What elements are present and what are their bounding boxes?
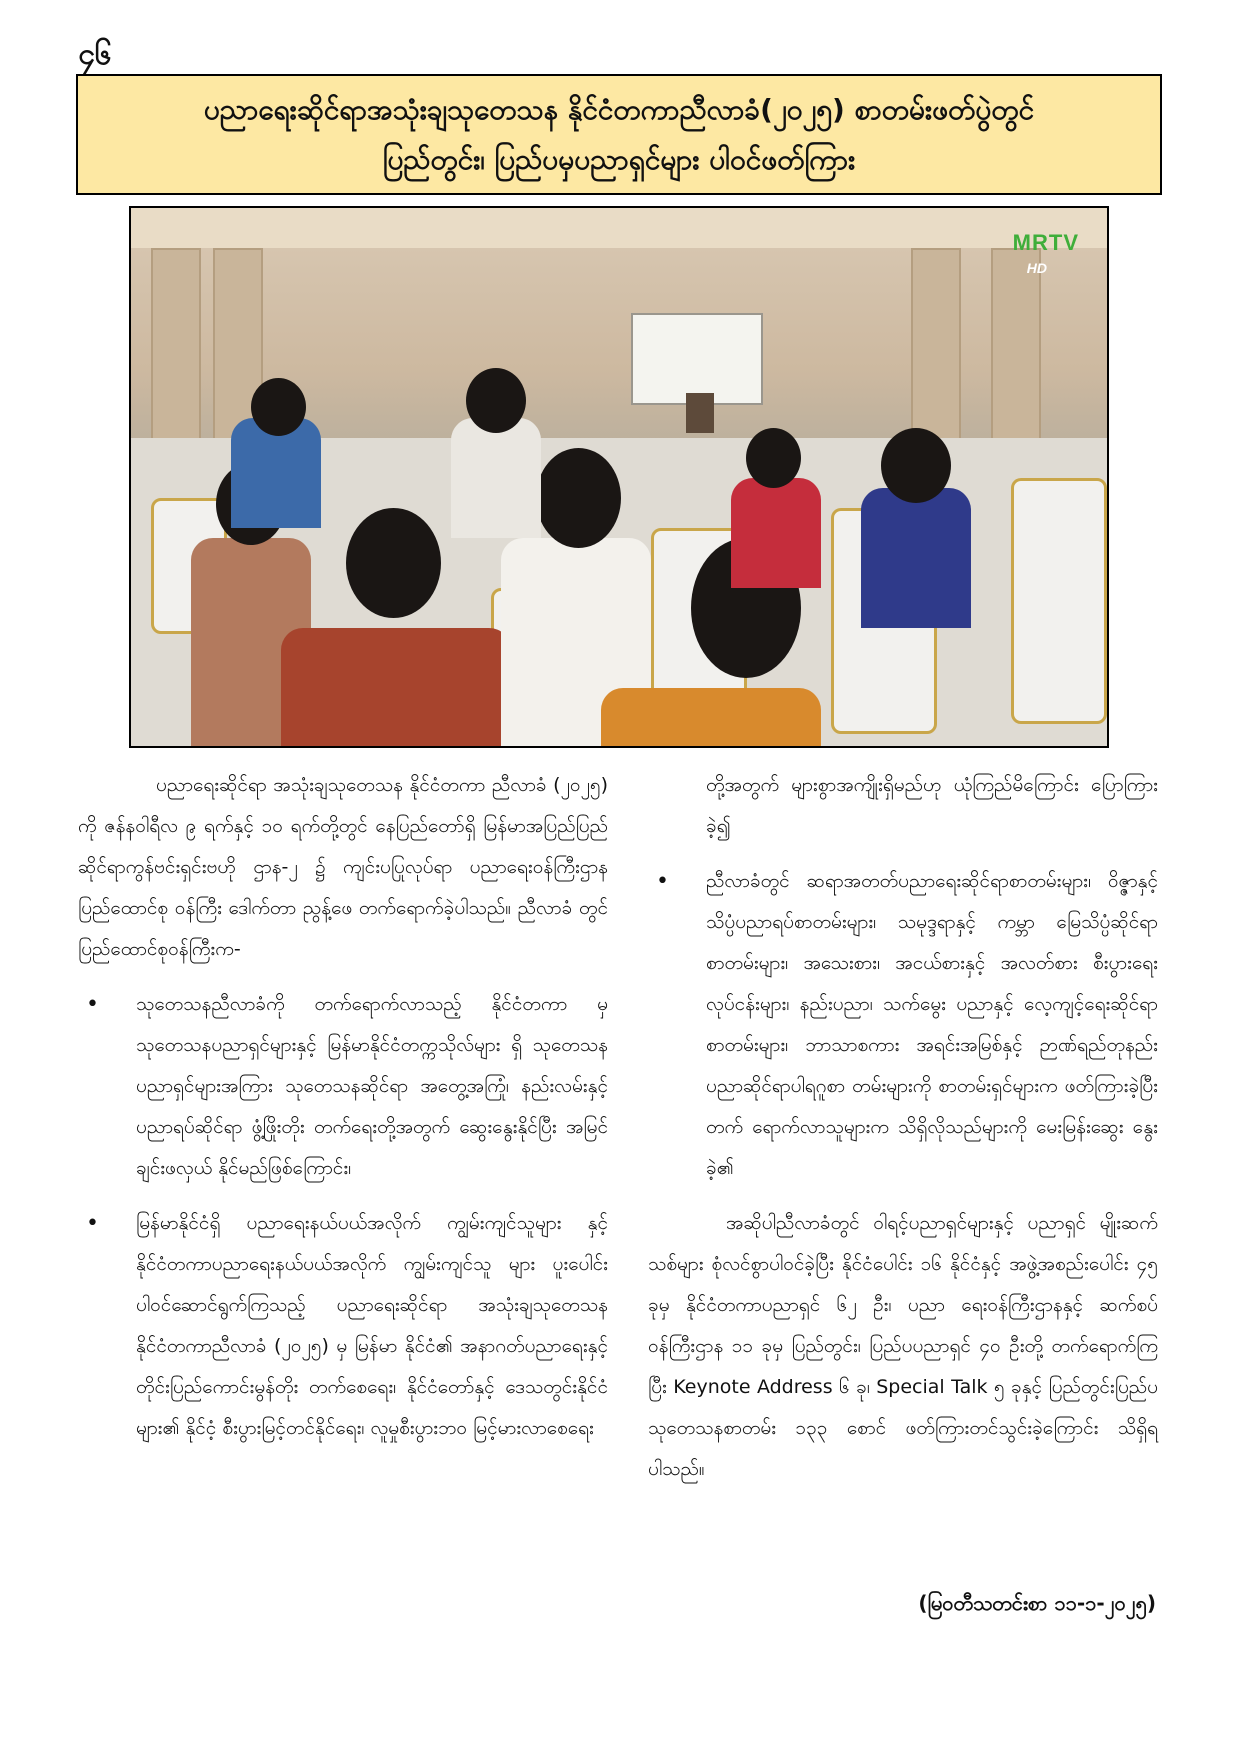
broadcaster-logo: MRTV: [1012, 230, 1079, 255]
photo-wall-panel: [151, 248, 201, 452]
photo-wall-panel: [911, 248, 961, 452]
podium: [686, 393, 714, 433]
photo-attendee-head: [251, 378, 306, 436]
photo-attendee: [601, 688, 821, 748]
photo-attendee: [451, 418, 541, 538]
broadcaster-logo-hd: HD: [1026, 260, 1047, 276]
headline-line-1: ပညာရေးဆိုင်ရာအသုံးချသုတေသန နိုင်ငံတကာညီလာခံ(၂၀၂၅) စာတမ်းဖတ်ပွဲတွင်: [203, 92, 1035, 126]
photo-attendee: [731, 478, 821, 588]
bullet-item-2-continued: တို့အတွက် များစွာအကျိုးရှိမည်ဟု ယုံကြည်မိကြောင်း ပြောကြားခဲ့၍: [706, 774, 1158, 837]
photo-chair: [1011, 478, 1107, 724]
left-column: [78, 765, 608, 1463]
photo-attendee-head: [881, 428, 951, 503]
bullet-item-2: • မြန်မာနိုင်ငံရှိ ပညာရေးနယ်ပယ်အလိုက် ကျွမ်းကျင်သူများ နှင့် နိုင်ငံတကာပညာရေးနယ်ပယ်အလိုက် ကျွမ်းကျင်သူ များ ပူးပေါင်းပါဝင်ဆောင်ရွက်ကြသည့် ပညာရေးဆိုင်ရာ အသုံးချသုတေသနနိုင်ငံတကာညီလာခံ (၂၀၂၅) မှ မြန်မာ နိုင်ငံ၏ အနာဂတ်ပညာရေးနှင့် တိုင်းပြည်ကောင်းမွန်တိုး တက်စေရေး၊ နိုင်ငံတော်နှင့် ဒေသတွင်းနိုင်ငံများ၏ နိုင်ငံ့ စီးပွားမြင့်တင်နိုင်ရေး၊ လူမှုစီးပွားဘဝ မြင့်မားလာစေရေး: [78, 1203, 608, 1449]
headline-box: [76, 74, 1162, 195]
source-citation: (မြဝတီသတင်းစာ ၁၁-၁-၂၀၂၅): [918, 1591, 1156, 1615]
projector-screen: [631, 313, 763, 405]
closing-paragraph: အဆိုပါညီလာခံတွင် ဝါရင့်ပညာရှင်များနှင့် ပညာရှင် မျိုးဆက်သစ်များ စုံလင်စွာပါဝင်ခဲ့ပြီး နိုင်ငံပေါင်း ၁၆ နိုင်ငံနှင့် အဖွဲ့အစည်းပေါင်း ၄၅ ခုမှ နိုင်ငံတကာပညာရှင် ၆၂ ဦး၊ ပညာ ရေးဝန်ကြီးဌာနနှင့် ဆက်စပ်ဝန်ကြီးဌာန ၁၁ ခုမှ ပြည်တွင်း၊ ပြည်ပပညာရှင် ၄၀ ဦးတို့ တက်ရောက်ကြပြီး Keynote Address ၆ ခု၊ Special Talk ၅ ခုနှင့် ပြည်တွင်းပြည်ပသုတေသနစာတမ်း ၁၃၃ စောင် ဖတ်ကြားတင်သွင်းခဲ့ကြောင်း သိရှိရပါသည်။: [648, 1212, 1158, 1480]
photo-attendee-head: [346, 508, 441, 618]
photo-attendee: [281, 628, 511, 748]
photo-ceiling: [131, 208, 1107, 248]
photo-wall-panel: [991, 248, 1041, 452]
photo-attendee: [861, 488, 971, 628]
photo-attendee-head: [746, 428, 801, 488]
bullet-item-3: • ညီလာခံတွင် ဆရာအတတ်ပညာရေးဆိုင်ရာစာတမ်းများ၊ ဝိဇ္ဇာနှင့် သိပ္ပံပညာရပ်စာတမ်းများ၊ သမုဒ္ဒရာနှင့် ကမ္ဘာ မြေသိပ္ပံဆိုင်ရာစာတမ်းများ၊ အသေးစား၊ အငယ်စားနှင့် အလတ်စား စီးပွားရေးလုပ်ငန်းများ၊ နည်းပညာ၊ သက်မွေး ပညာနှင့် လေ့ကျင့်ရေးဆိုင်ရာစာတမ်းများ၊ ဘာသာစကား အရင်းအမြစ်နှင့် ဉာဏ်ရည်တုနည်းပညာဆိုင်ရာပါရဂူစာ တမ်းများကို စာတမ်းရှင်များက ဖတ်ကြားခဲ့ပြီး တက် ရောက်လာသူများက သိရှိလိုသည်များကို မေးမြန်းဆွေး နွေးခဲ့၏: [648, 861, 1158, 1189]
intro-paragraph: ပညာရေးဆိုင်ရာ အသုံးချသုတေသန နိုင်ငံတကာ ညီလာခံ (၂၀၂၅) ကို ဇန်နဝါရီလ ၉ ရက်နှင့် ၁၀ ရက်တို့တွင် နေပြည်တော်ရှိ မြန်မာအပြည်ပြည်ဆိုင်ရာကွန်ဗင်းရှင်းဗဟို ဌာန-၂ ၌ ကျင်းပပြုလုပ်ရာ ပညာရေးဝန်ကြီးဌာန ပြည်ထောင်စု ဝန်ကြီး ဒေါက်တာ ညွန့်ဖေ တက်ရောက်ခဲ့ပါသည်။ ညီလာခံ တွင် ပြည်ထောင်စုဝန်ကြီးက-: [78, 774, 608, 960]
conference-photo: [129, 206, 1109, 748]
photo-attendee-head: [536, 448, 621, 548]
page-number: ၄၆: [78, 37, 112, 72]
right-column: [648, 765, 1158, 1504]
photo-attendee-head: [466, 368, 526, 433]
headline-line-2: ပြည်တွင်း၊ ပြည်ပမှပညာရှင်များ ပါဝင်ဖတ်ကြား: [382, 142, 856, 176]
bullet-item-1: • သုတေသနညီလာခံကို တက်ရောက်လာသည့် နိုင်ငံတကာ မှ သုတေသနပညာရှင်များနှင့် မြန်မာနိုင်ငံတက္ကသိုလ်များ ရှိ သုတေသနပညာရှင်များအကြား သုတေသနဆိုင်ရာ အတွေ့အကြုံ၊ နည်းလမ်းနှင့် ပညာရပ်ဆိုင်ရာ ဖွံ့ဖြိုးတိုး တက်ရေးတို့အတွက် ဆွေးနွေးနိုင်ပြီး အမြင်ချင်းဖလှယ် နိုင်မည်ဖြစ်ကြောင်း၊: [78, 984, 608, 1189]
